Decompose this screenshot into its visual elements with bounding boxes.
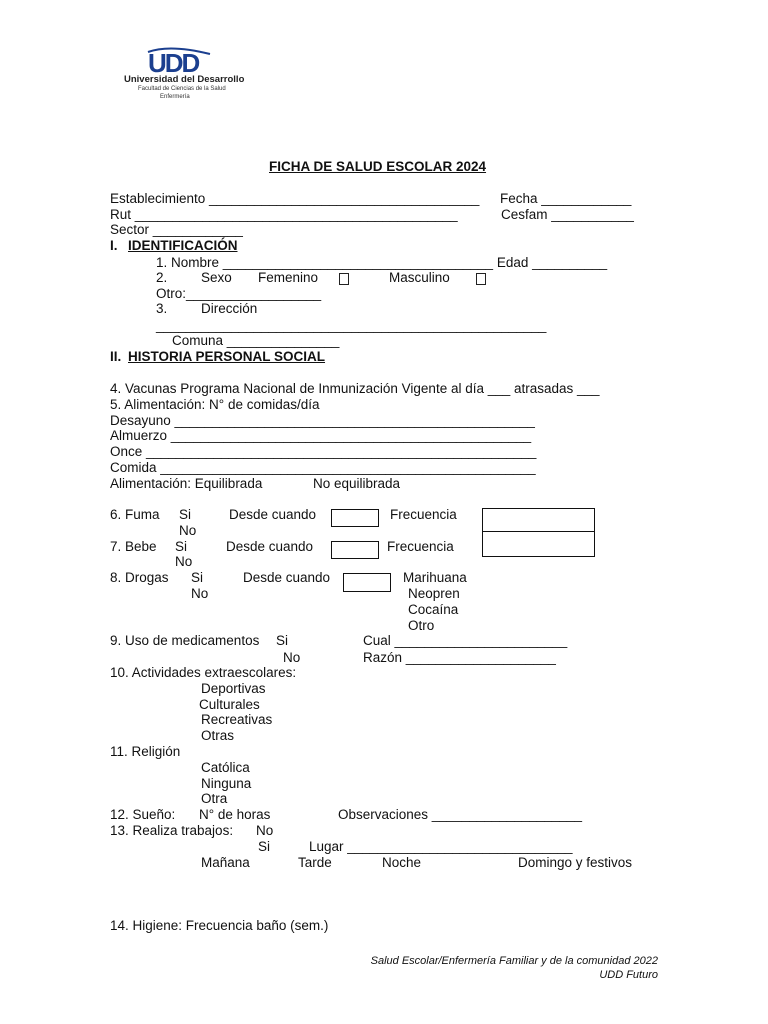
higiene-label: 14. Higiene: Frecuencia baño (sem.) — [110, 918, 329, 933]
actividad-option-otras[interactable]: Otras — [201, 728, 235, 743]
almuerzo-field[interactable]: Almuerzo ________________________________________________ — [110, 428, 532, 443]
establecimiento-field[interactable]: Establecimiento ____________________________________ — [110, 191, 480, 206]
religion-option-ninguna[interactable]: Ninguna — [201, 776, 252, 791]
cesfam-field[interactable]: Cesfam ___________ — [501, 207, 634, 222]
masculino-label: Masculino — [389, 270, 450, 285]
fecha-field[interactable]: Fecha ____________ — [500, 191, 632, 206]
alimentacion-no-equilibrada-option[interactable]: No equilibrada — [313, 476, 401, 491]
turno-option-noche[interactable]: Noche — [382, 855, 422, 870]
section-i-title: IDENTIFICACIÓN — [128, 238, 238, 253]
rut-field[interactable]: Rut ___________________________________________ — [110, 207, 458, 222]
trabajos-si-option[interactable]: Si — [258, 839, 271, 854]
bebe-no-option[interactable]: No — [175, 554, 193, 569]
actividad-option-culturales[interactable]: Culturales — [199, 697, 260, 712]
fuma-no-option[interactable]: No — [179, 523, 197, 538]
logo-school: Enfermería — [160, 94, 190, 100]
religion-label: 11. Religión — [110, 744, 181, 759]
fuma-label: 6. Fuma — [110, 507, 160, 522]
religion-option-otra[interactable]: Otra — [201, 791, 228, 806]
medicamentos-label: 9. Uso de medicamentos — [110, 633, 260, 648]
medicamentos-no-option[interactable]: No — [283, 650, 301, 665]
drogas-option-otro[interactable]: Otro — [408, 618, 435, 633]
drogas-option-cocaina[interactable]: Cocaína — [408, 602, 459, 617]
section-ii-number: II. — [110, 349, 122, 364]
sueno-observaciones-field[interactable]: Observaciones ____________________ — [338, 807, 582, 822]
fuma-frecuencia-box[interactable] — [482, 508, 595, 532]
drogas-desde-label: Desde cuando — [243, 570, 331, 585]
udd-logo — [118, 46, 244, 110]
femenino-label: Femenino — [258, 270, 319, 285]
drogas-label: 8. Drogas — [110, 570, 169, 585]
nombre-field[interactable]: 1. Nombre ____________________________________ Edad __________ — [156, 255, 608, 270]
otro-sexo-field[interactable]: Otro:__________________ — [156, 286, 322, 301]
vacunas-row[interactable]: 4. Vacunas Programa Nacional de Inmunización Vigente al día ___ atrasadas ___ — [110, 381, 600, 396]
trabajos-lugar-field[interactable]: Lugar ______________________________ — [309, 839, 573, 854]
sexo-number: 2. — [156, 270, 168, 285]
alimentacion-equilibrada-option[interactable]: Alimentación: Equilibrada — [110, 476, 263, 491]
section-i-number: I. — [110, 238, 118, 253]
sector-field[interactable]: Sector ____________ — [110, 222, 243, 237]
drogas-desde-box[interactable] — [343, 573, 391, 592]
drogas-si-option[interactable]: Si — [191, 570, 204, 585]
comida-field[interactable]: Comida __________________________________________________ — [110, 460, 536, 475]
actividad-option-recreativas[interactable]: Recreativas — [201, 712, 273, 727]
trabajos-no-option[interactable]: No — [256, 823, 274, 838]
fuma-si-option[interactable]: Si — [179, 507, 192, 522]
religion-option-catolica[interactable]: Católica — [201, 760, 250, 775]
logo-mark-text: UDD — [148, 48, 199, 78]
once-field[interactable]: Once ____________________________________________________ — [110, 444, 537, 459]
bebe-desde-label: Desde cuando — [226, 539, 314, 554]
footer-line-1: Salud Escolar/Enfermería Familiar y de la comunidad 2022 — [370, 955, 658, 967]
medicamentos-cual-field[interactable]: Cual _______________________ — [363, 633, 568, 648]
alimentacion-label: 5. Alimentación: N° de comidas/día — [110, 397, 320, 412]
bebe-frecuencia-label: Frecuencia — [387, 539, 454, 554]
trabajos-label: 13. Realiza trabajos: — [110, 823, 234, 838]
drogas-no-option[interactable]: No — [191, 586, 209, 601]
desayuno-field[interactable]: Desayuno ________________________________________________ — [110, 413, 535, 428]
direccion-number: 3. — [156, 301, 168, 316]
masculino-checkbox[interactable] — [476, 273, 486, 285]
section-ii-title: HISTORIA PERSONAL SOCIAL — [128, 349, 326, 364]
sexo-label: Sexo — [201, 270, 232, 285]
drogas-option-neopren[interactable]: Neopren — [408, 586, 460, 601]
actividades-label: 10. Actividades extraescolares: — [110, 665, 297, 680]
turno-option-manana[interactable]: Mañana — [201, 855, 250, 870]
bebe-si-option[interactable]: Si — [175, 539, 188, 554]
femenino-checkbox[interactable] — [339, 273, 349, 285]
page-title: FICHA DE SALUD ESCOLAR 2024 — [269, 159, 487, 174]
bebe-desde-box[interactable] — [331, 541, 379, 559]
direccion-label: Dirección — [201, 301, 258, 316]
medicamentos-razon-field[interactable]: Razón ____________________ — [363, 650, 556, 665]
sueno-horas-label: N° de horas — [199, 807, 271, 822]
medicamentos-si-option[interactable]: Si — [276, 633, 289, 648]
logo-university: Universidad del Desarrollo — [124, 74, 245, 85]
sueno-label: 12. Sueño: — [110, 807, 176, 822]
bebe-label: 7. Bebe — [110, 539, 157, 554]
turno-option-tarde[interactable]: Tarde — [298, 855, 332, 870]
footer-line-2: UDD Futuro — [599, 969, 658, 981]
drogas-option-marihuana[interactable]: Marihuana — [403, 570, 467, 585]
turno-option-domingo-festivos[interactable]: Domingo y festivos — [518, 855, 633, 870]
fuma-desde-box[interactable] — [331, 509, 379, 527]
bebe-frecuencia-box[interactable] — [482, 531, 595, 557]
comuna-field[interactable]: Comuna _______________ — [172, 333, 340, 348]
fuma-desde-label: Desde cuando — [229, 507, 317, 522]
actividad-option-deportivas[interactable]: Deportivas — [201, 681, 266, 696]
fuma-frecuencia-label: Frecuencia — [390, 507, 457, 522]
logo-faculty: Facultad de Ciencias de la Salud — [138, 86, 226, 92]
direccion-field[interactable]: ____________________________________________________ — [156, 318, 547, 333]
